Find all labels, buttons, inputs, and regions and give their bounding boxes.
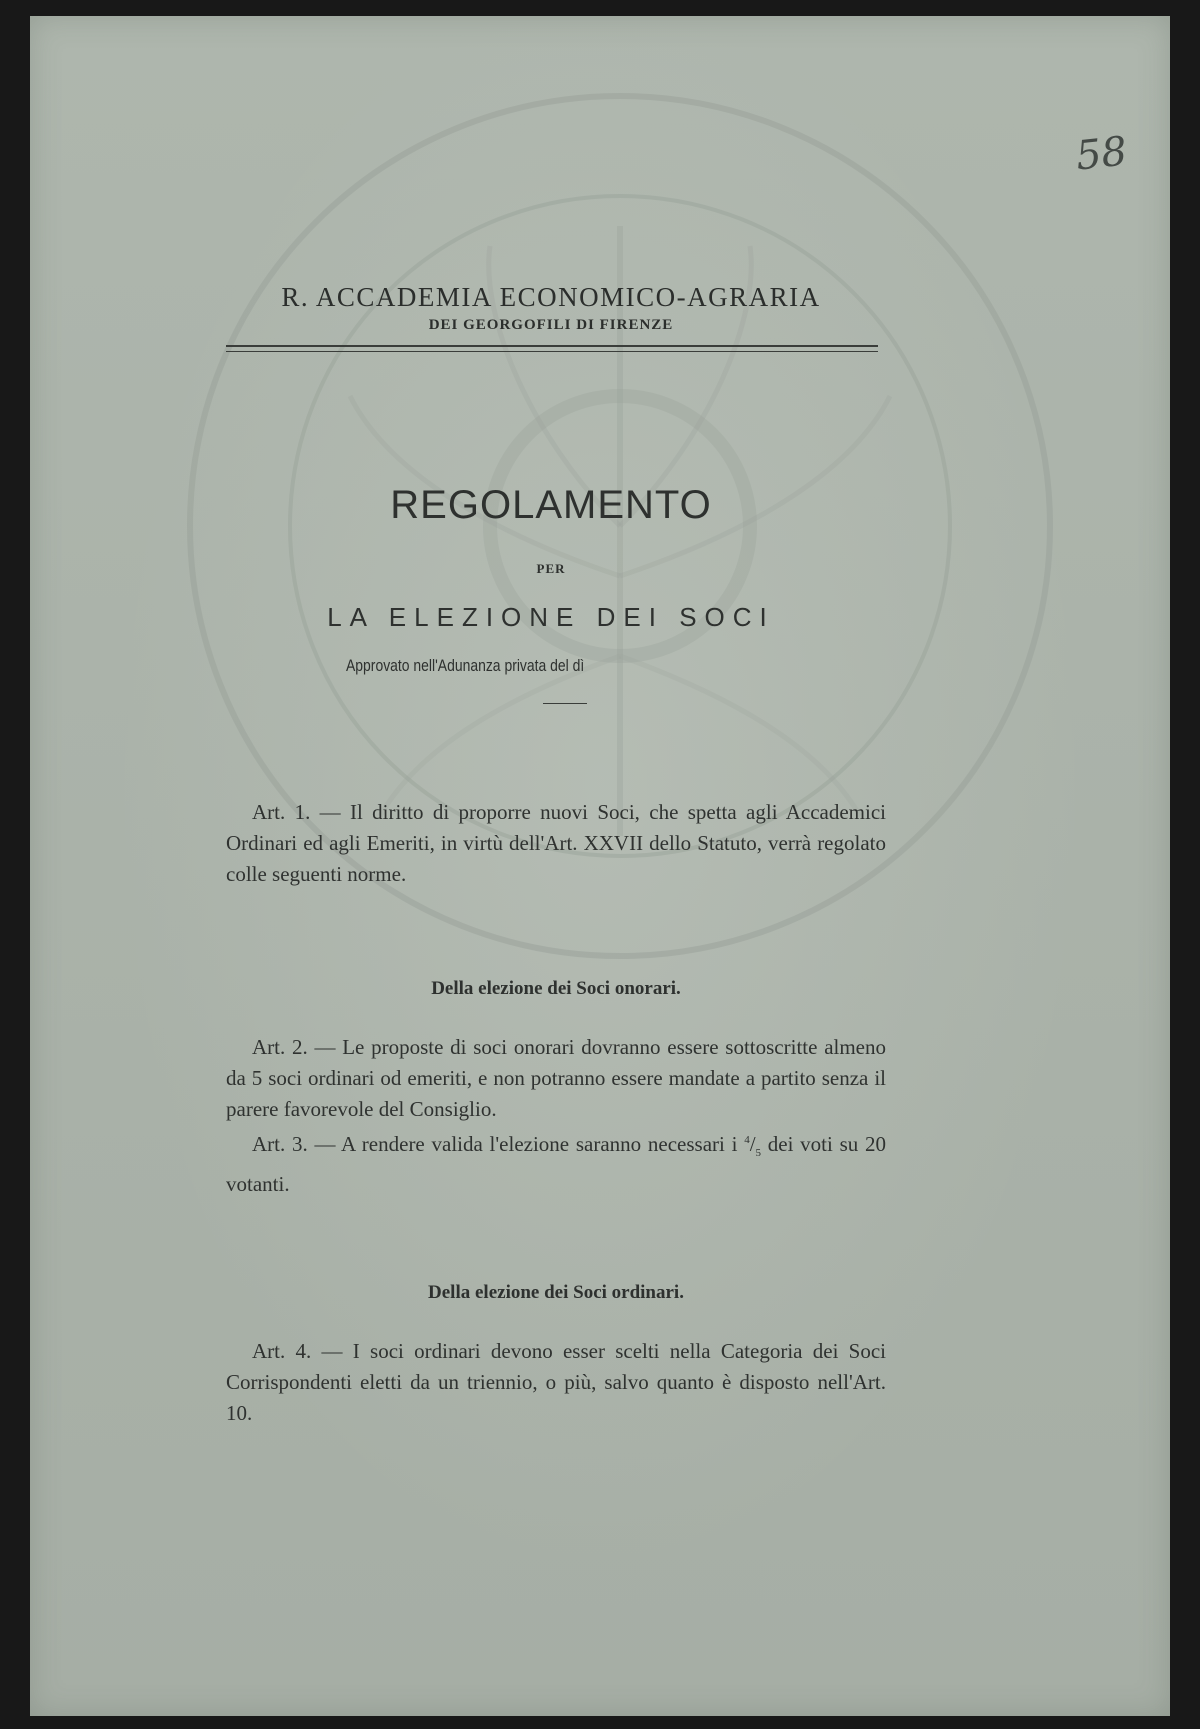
title-divider: [543, 703, 587, 704]
article-3-text-after: dei voti su 20 votanti.: [226, 1132, 886, 1197]
article-1: [226, 797, 886, 890]
articles-2-3: [226, 1032, 886, 1200]
section-heading-ordinari: Della elezione dei Soci ordinari.: [428, 1282, 684, 1303]
article-4-text: Art. 4. — I soci ordinari devono esser scelti nella Categoria dei Soci Corrispondenti eletti da un triennio, o più, salvo quanto è disposto nell'Art. 10.: [226, 1339, 886, 1425]
section-heading-onorari: Della elezione dei Soci onorari.: [431, 978, 681, 999]
header-divider: [226, 345, 878, 352]
article-3-text: Art. 3. — A rendere valida l'elezione saranno necessari i $^4/_5$ dei voti su 20 votanti.: [226, 1132, 886, 1197]
article-3-text-before: Art. 3. — A rendere valida l'elezione saranno necessari i: [252, 1132, 745, 1156]
institution-subname: DEI GEORGOFILI DI FIRENZE: [428, 317, 674, 333]
handwritten-page-number: 58: [1073, 128, 1130, 180]
institution-name: R. ACCADEMIA ECONOMICO-AGRARIA: [281, 282, 821, 312]
seal-watermark-icon: [150, 56, 1150, 1056]
approval-line: Approvato nell'Adunanza privata del dì: [346, 656, 585, 675]
title-connector: PER: [536, 561, 566, 576]
document-subtitle: LA ELEZIONE DEI SOCI: [327, 602, 775, 632]
document-title: REGOLAMENTO: [390, 483, 712, 527]
letterhead: [226, 282, 876, 334]
fraction-numerator: 4: [744, 1134, 750, 1146]
fraction-denominator: 5: [755, 1147, 762, 1160]
article-2-text: Art. 2. — Le proposte di soci onorari dovranno essere sottoscritte almeno da 5 soci ordinari od emeriti, e non potranno essere mandate a partito senza il parere favorevole del Consiglio.: [226, 1035, 886, 1121]
article-4: [226, 1336, 886, 1429]
article-1-text: Art. 1. — Il diritto di proporre nuovi Soci, che spetta agli Accademici Ordinari ed agli Emeriti, in virtù dell'Art. XXVII dello Statuto, verrà regolato colle seguenti norme.: [226, 800, 886, 886]
